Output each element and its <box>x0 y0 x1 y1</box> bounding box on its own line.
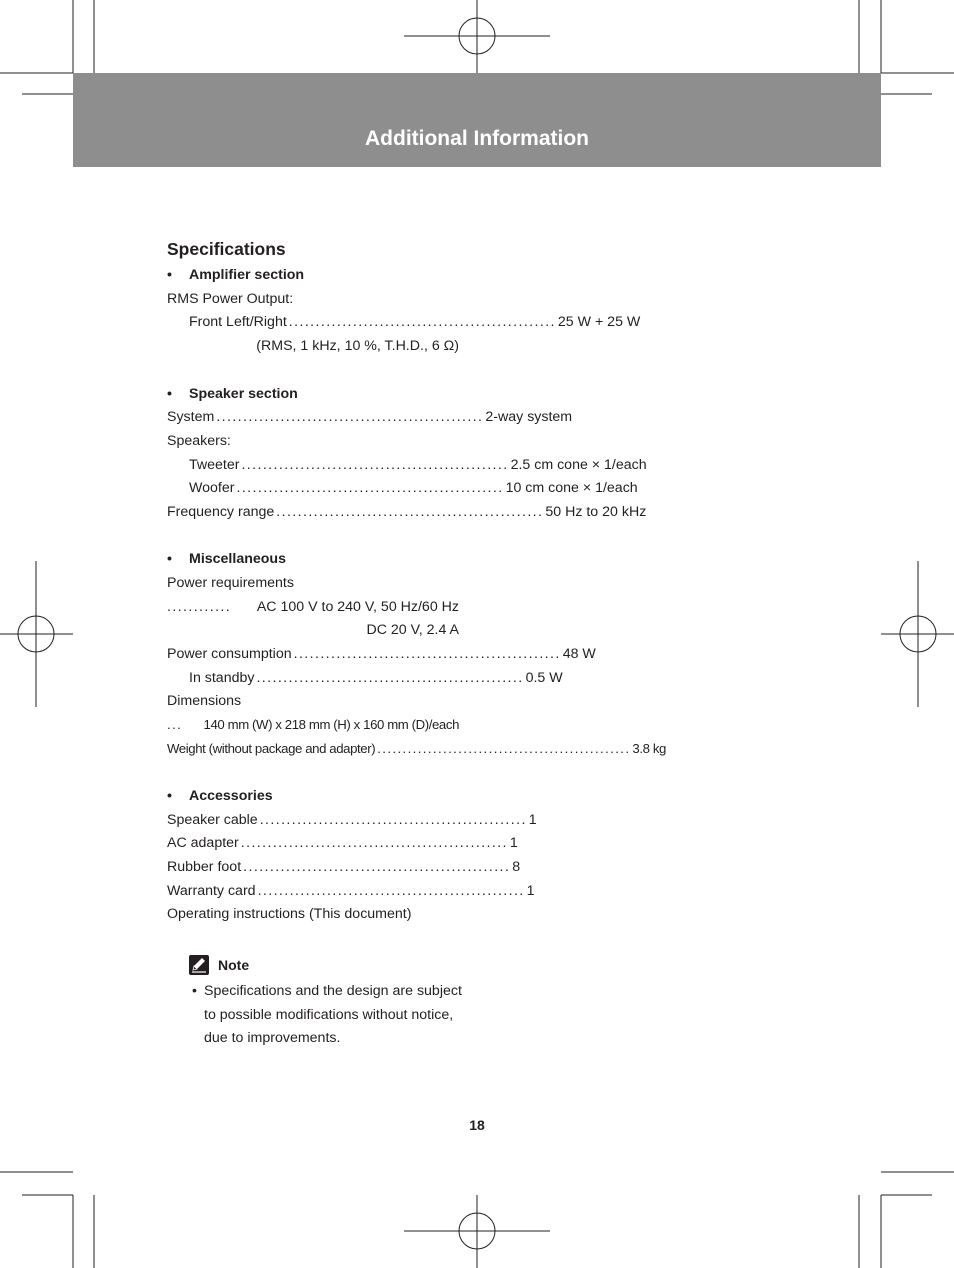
speaker-heading: • Speaker section <box>167 386 298 402</box>
page-number: 18 <box>469 1117 485 1133</box>
front-output-note: (RMS, 1 kHz, 10 %, T.H.D., 6 Ω) <box>256 338 459 354</box>
dimensions-row: ... 140 mm (W) x 218 mm (H) x 160 mm (D)/each <box>167 714 459 736</box>
leader-dots: .................................................. <box>288 314 556 330</box>
pencil-note-icon <box>189 955 209 975</box>
leader-dots: ... <box>167 717 183 732</box>
power-req-dc: DC 20 V, 2.4 A <box>366 622 459 638</box>
leader-dots: .................................................. <box>377 741 631 756</box>
leader-dots: .................................................. <box>259 812 527 828</box>
misc-heading: • Miscellaneous <box>167 551 286 567</box>
front-output-row: Front Left/Right .................................................. 25 W + 25 W <box>189 311 459 333</box>
power-req-label: Power requirements <box>167 575 294 591</box>
leader-dots: .................................................. <box>293 646 561 662</box>
instructions-row: Operating instructions (This document) <box>167 906 412 922</box>
system-row: System .................................................. 2-way system <box>167 406 459 428</box>
accessory-row: Warranty card .................................................. 1 <box>167 880 459 902</box>
leader-dots: .................................................. <box>240 835 508 851</box>
consumption-row: Power consumption .................................................. 48 W <box>167 643 459 665</box>
header-banner <box>73 73 881 167</box>
standby-row: In standby .................................................. 0.5 W <box>189 667 459 689</box>
speakers-label: Speakers: <box>167 433 231 449</box>
note-text: • Specifications and the design are subject to possible modifications without notice, due to improvements. <box>192 983 462 1046</box>
frequency-row: Frequency range .................................................. 50 Hz to 20 kHz <box>167 501 459 523</box>
power-req-ac-row: ............ AC 100 V to 240 V, 50 Hz/60 Hz <box>167 596 459 618</box>
page-title: Additional Information <box>365 127 589 150</box>
accessory-row: AC adapter .................................................. 1 <box>167 832 459 854</box>
dimensions-label: Dimensions <box>167 693 242 709</box>
amplifier-heading: • Amplifier section <box>167 267 305 283</box>
leader-dots: .................................................. <box>243 859 511 875</box>
leader-dots: .................................................. <box>241 457 509 473</box>
accessory-row: Speaker cable .................................................. 1 <box>167 809 459 831</box>
leader-dots: .................................................. <box>256 670 524 686</box>
accessory-row: Rubber foot .................................................. 8 <box>167 856 459 878</box>
section-title: Specifications <box>167 239 286 259</box>
note-heading <box>189 954 249 976</box>
leader-dots: ............ <box>167 599 232 615</box>
leader-dots: .................................................. <box>236 480 504 496</box>
rms-label: RMS Power Output: <box>167 291 294 307</box>
leader-dots: .................................................. <box>257 883 525 899</box>
note-title: Note <box>218 957 250 973</box>
accessories-heading: • Accessories <box>167 788 273 804</box>
tweeter-row: Tweeter .................................................. 2.5 cm cone × 1/each <box>189 454 459 476</box>
weight-row: Weight (without package and adapter) .................................................. 3.8 kg <box>167 738 459 760</box>
woofer-row: Woofer .................................................. 10 cm cone × 1/each <box>189 477 459 499</box>
leader-dots: .................................................. <box>276 504 544 520</box>
leader-dots: .................................................. <box>216 409 484 425</box>
